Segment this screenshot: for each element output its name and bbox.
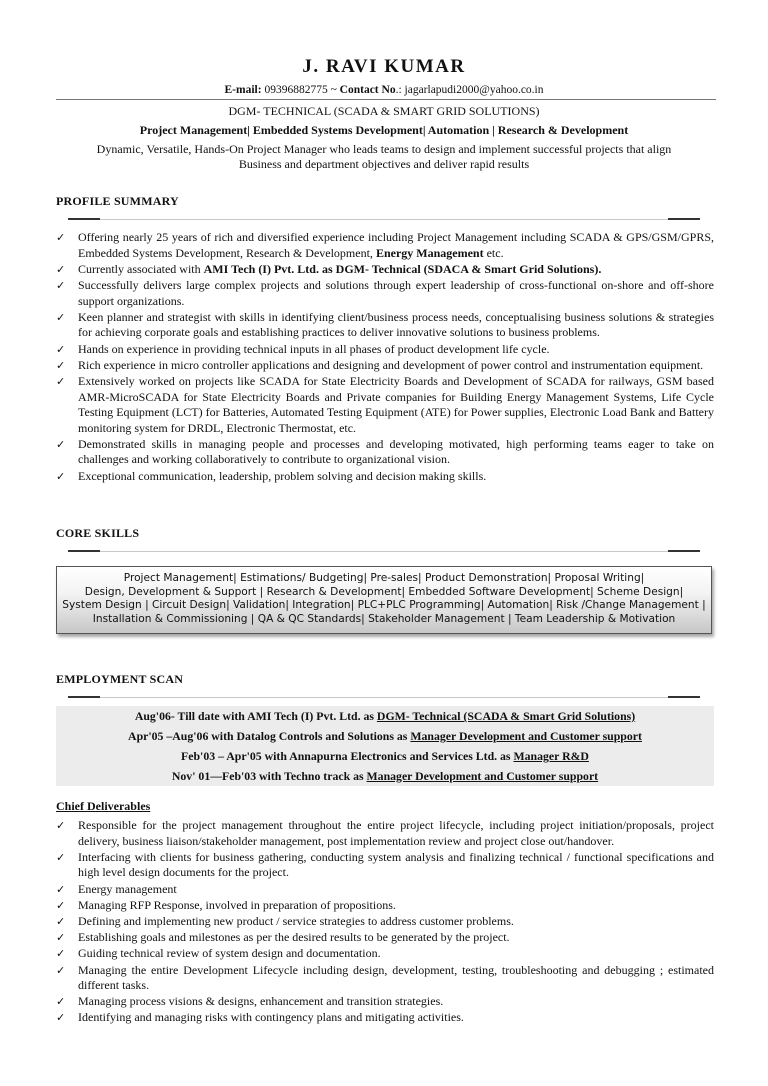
profile-summary-item: [56, 310, 714, 341]
item-text: Successfully delivers large complex projects and solutions through expert leadership of cross-functional on-shore and off-shore support organizations.: [78, 277, 714, 308]
employment-row: [56, 726, 714, 746]
item-text: Energy management: [78, 881, 177, 896]
item-text: Exceptional communication, leadership, problem solving and decision making skills.: [78, 468, 487, 483]
check-icon: ✓: [56, 931, 66, 945]
skills-line: Design, Development & Support | Research & Development| Embedded Software Development| Scheme Design|: [84, 585, 684, 598]
check-icon: ✓: [56, 995, 66, 1009]
expertise-areas: Project Management| Embedded Systems Development| Automation | Research & Development: [139, 123, 629, 137]
item-text: Managing process visions & designs, enhancement and transition strategies.: [78, 994, 444, 1009]
check-icon: ✓: [56, 231, 66, 244]
check-icon: ✓: [56, 1011, 66, 1025]
deliverable-item: [56, 818, 714, 849]
skills-line: Project Management| Estimations/ Budgeting| Pre-sales| Product Demonstration| Proposal Writing|: [123, 572, 645, 584]
item-text: Extensively worked on projects like SCADA for State Electricity Boards and Development of SCADA for railways, GSM based AMR-MicroSCADA for State Electricity Boards and Private companies for Building Energy Management Systems, Life Cycle Testing Equipment (LCT) for Batteries, Automated Testing Equipment (ATE) for Power supplies, Electronic Load Bank and Battery monitoring system for DRDL, Electronic Thermostat, etc.: [78, 373, 714, 435]
section-divider: [68, 219, 700, 220]
check-icon: ✓: [56, 342, 66, 356]
profile-summary-item: [56, 437, 714, 468]
profile-summary-list: [56, 230, 714, 485]
email-value: 09396882775 ~: [264, 84, 337, 96]
item-text-after: etc.: [483, 245, 504, 260]
employment-period: Aug'06- Till date with AMI Tech (I) Pvt. Ltd. as: [134, 709, 377, 723]
employment-period: Nov' 01—Feb'03 with Techno track as: [171, 769, 367, 783]
employment-role: Manager R&D: [513, 749, 589, 763]
skills-line: System Design | Circuit Design| Validation| Integration| PLC+PLC Programming| Automation| Risk /Change Management |: [62, 599, 706, 612]
item-text: Defining and implementing new product / service strategies to address customer problems.: [78, 913, 514, 928]
employment-row: [56, 766, 714, 786]
profile-summary-item: [56, 342, 714, 358]
core-skills-box: [56, 566, 712, 634]
section-title-core-skills: CORE SKILLS: [56, 526, 140, 540]
item-text: Managing the entire Development Lifecycle including design, development, testing, troubleshooting and debugging ; estimated different tasks.: [78, 962, 714, 993]
section-divider: [68, 697, 700, 698]
item-text: Demonstrated skills in managing people and processes and developing motivated, high performing teams eager to take on challenges and working collaboratively to contribute to organizational vision.: [78, 436, 714, 467]
contact-line: [0, 84, 768, 96]
deliverables-list: [56, 818, 714, 1027]
deliverable-item: [56, 1010, 714, 1026]
deliverable-item: [56, 930, 714, 946]
check-icon: ✓: [56, 963, 66, 977]
deliverable-item: [56, 850, 714, 881]
employment-row: [56, 746, 714, 766]
item-text: Interfacing with clients for business gathering, conducting system analysis and finalizing technical / functional specifications and high level design documents for the project.: [78, 849, 714, 880]
check-icon: ✓: [56, 850, 66, 864]
contact-value: .: jagarlapudi2000@yahoo.co.in: [395, 84, 544, 96]
header-divider: [56, 99, 716, 100]
check-icon: ✓: [56, 310, 66, 324]
check-icon: ✓: [56, 437, 66, 451]
check-icon: ✓: [56, 898, 66, 912]
item-text: Keen planner and strategist with skills in identifying client/business process needs, conceptualising business solutions & strategies for achieving corporate goals and establishing practices to deliver innovative solutions to business problems.: [78, 309, 714, 340]
profile-summary-item: [56, 358, 714, 374]
tagline: [50, 142, 718, 172]
check-icon: ✓: [56, 358, 66, 372]
item-text: Offering nearly 25 years of rich and diversified experience including Project Management including SCADA & GPS/GSM/GPRS, Embedded Systems Development, Research & Development,: [78, 230, 714, 260]
employment-row: [56, 706, 714, 726]
item-text: Hands on experience in providing technical inputs in all phases of product development life cycle.: [78, 341, 550, 356]
check-icon: ✓: [56, 882, 66, 896]
section-title-profile-summary: PROFILE SUMMARY: [56, 194, 179, 208]
check-icon: ✓: [56, 278, 66, 292]
item-text: Guiding technical review of system design and documentation.: [78, 946, 381, 961]
check-icon: ✓: [56, 947, 66, 961]
check-icon: ✓: [56, 819, 66, 832]
item-emphasis: Energy Management: [375, 245, 484, 260]
tagline-line-1: Dynamic, Versatile, Hands-On Project Manager who leads teams to design and implement successful projects that align: [96, 142, 672, 156]
employment-role: Manager Development and Customer support: [410, 729, 642, 743]
profile-summary-item: [56, 278, 714, 309]
designation: DGM- TECHNICAL (SCADA & SMART GRID SOLUTIONS): [228, 104, 540, 118]
item-text: Responsible for the project management throughout the entire project lifecycle, including project initiation/proposals, project delivery, business liaison/stakeholder management, post implementation review and project close out/handover.: [78, 818, 714, 848]
email-label: E-mail:: [224, 84, 262, 96]
item-text: Establishing goals and milestones as per the desired results to be generated by the project.: [78, 930, 510, 945]
profile-summary-item: [56, 230, 714, 261]
employment-role: Manager Development and Customer support: [366, 769, 599, 783]
item-text: Managing RFP Response, involved in preparation of propositions.: [78, 897, 396, 912]
check-icon: ✓: [56, 914, 66, 928]
section-divider: [68, 551, 700, 552]
deliverable-item: [56, 898, 714, 914]
section-title-employment-scan: EMPLOYMENT SCAN: [56, 672, 184, 686]
item-emphasis: AMI Tech (I) Pvt. Ltd. as DGM- Technical (SDACA & Smart Grid Solutions).: [203, 261, 602, 276]
item-text: Currently associated with: [78, 261, 201, 276]
check-icon: ✓: [56, 262, 66, 276]
employment-period: Apr'05 –Aug'06 with Datalog Controls and Solutions as: [128, 729, 411, 743]
deliverable-item: [56, 914, 714, 930]
skills-line: Installation & Commissioning | QA & QC Standards| Stakeholder Management | Team Leadership & Motivation: [92, 612, 676, 625]
deliverable-item: [56, 882, 714, 898]
subsection-title-chief-deliverables: Chief Deliverables: [56, 799, 151, 813]
item-text: Identifying and managing risks with contingency plans and mitigating activities.: [78, 1010, 464, 1025]
deliverable-item: [56, 994, 714, 1010]
check-icon: ✓: [56, 469, 66, 483]
employment-period: Feb'03 – Apr'05 with Annapurna Electronics and Services Ltd. as: [181, 749, 514, 763]
candidate-name: J. RAVI KUMAR: [302, 56, 466, 77]
employment-table: [56, 706, 714, 786]
tagline-line-2: Business and department objectives and deliver rapid results: [238, 157, 530, 171]
employment-role: DGM- Technical (SCADA & Smart Grid Solutions): [376, 709, 636, 723]
deliverable-item: [56, 963, 714, 994]
profile-summary-item: [56, 262, 714, 278]
check-icon: ✓: [56, 374, 66, 388]
contact-label: Contact No: [339, 84, 396, 96]
item-text: Rich experience in micro controller applications and designing and development of power control and instrumentation equipment.: [78, 357, 704, 372]
profile-summary-item: [56, 469, 714, 485]
profile-summary-item: [56, 374, 714, 436]
deliverable-item: [56, 946, 714, 962]
